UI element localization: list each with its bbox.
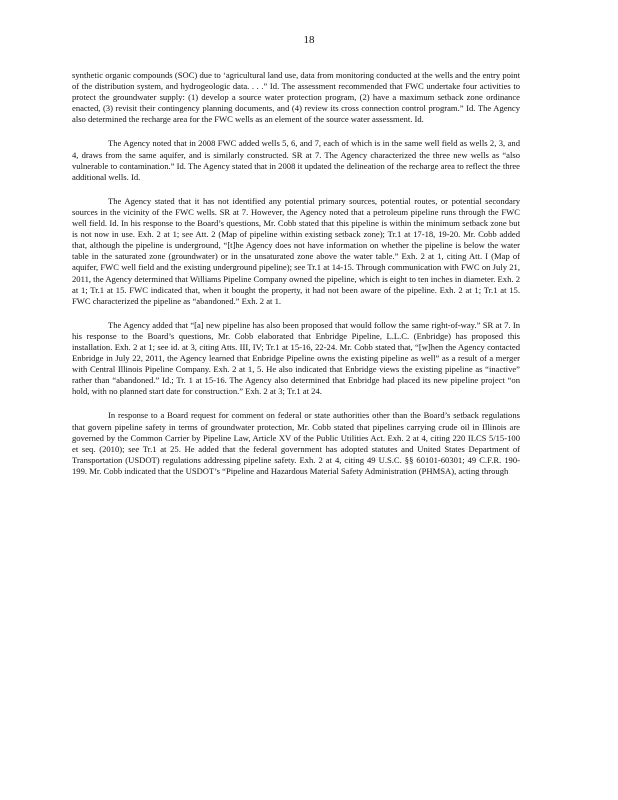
paragraph-2: The Agency noted that in 2008 FWC added wells 5, 6, and 7, each of which is in the same well field as wells 2, 3, and 4, draws from the same aquifer, and is similarly constructed. SR at 7. The Agency characterized the three new wells as “also vulnerable to contamination.” Id. The Agency stated that in 2008 it updated the delineation of the recharge area to reflect the three additional wells. Id.	[72, 138, 520, 182]
page-number: 18	[303, 34, 315, 46]
paragraph-5: In response to a Board request for comment on federal or state authorities other than the Board’s setback regulations that govern pipeline safety in terms of groundwater protection, Mr. Cobb stated that pipelines carrying crude oil in Illinois are governed by the Common Carrier by Pipeline Law, Article XV of the Public Utilities Act. Exh. 2 at 4, citing 220 ILCS 5/15-100 et seq. (2010); see Tr.1 at 25. He added that the federal government has adopted statutes and United States Department of Transportation (USDOT) regulations addressing pipeline safety. Exh. 2 at 4, citing 49 U.S.C. §§ 60101-60301; 49 C.F.R. 190-199. Mr. Cobb indicated that the USDOT’s “Pipeline and Hazardous Material Safety Administration (PHMSA), acting through	[72, 410, 520, 476]
paragraph-1: synthetic organic compounds (SOC) due to ‘agricultural land use, data from monitoring conducted at the wells and the entry point of the distribution system, and hydrogeologic data. . . .” Id. The assessment recommended that FWC undertake four activities to protect the groundwater supply: (1) develop a source water protection program, (2) have a maximum setback zone ordinance enacted, (3) revisit their contingency planning documents, and (4) review its cross connection control program.” Id. The Agency also determined the recharge area for the FWC wells as an element of the source water assessment. Id.	[72, 70, 520, 125]
document-body	[72, 70, 520, 490]
paragraph-3: The Agency stated that it has not identified any potential primary sources, potential routes, or potential secondary sources in the vicinity of the FWC wells. SR at 7. However, the Agency noted that a petroleum pipeline runs through the FWC well field. Id. In his response to the Board’s questions, Mr. Cobb stated that this pipeline is within the minimum setback zone but is not now in use. Exh. 2 at 1; see Att. 2 (Map of pipeline within existing setback zone); Tr.1 at 17-18, 19-20. Mr. Cobb added that, although the pipeline is underground, “[t]he Agency does not have information on whether the pipeline is below the water table in the saturated zone (groundwater) or in the unsaturated zone above the water table.” Exh. 2 at 1, citing Att. I (Map of aquifer, FWC well field and the existing underground pipeline); see Tr.1 at 14-15. Through communication with FWC on July 21, 2011, the Agency determined that Williams Pipeline Company owned the pipeline, which is eight to ten inches in diameter. Exh. 2 at 1; Tr.1 at 15. FWC indicated that, when it bought the property, it had not been aware of the pipeline. Exh. 2 at 1; Tr.1 at 15. FWC characterized the pipeline as “abandoned.” Exh. 2 at 1.	[72, 195, 520, 306]
paragraph-4: The Agency added that “[a] new pipeline has also been proposed that would follow the same right-of-way.” SR at 7. In his response to the Board’s questions, Mr. Cobb elaborated that Enbridge Pipeline, L.L.C. (Enbridge) has proposed this installation. Exh. 2 at 1; see id. at 3, citing Atts. III, IV; Tr.1 at 15-16, 22-24. Mr. Cobb stated that, “[w]hen the Agency contacted Enbridge in July 22, 2011, the Agency learned that Enbridge Pipeline owns the existing pipeline as well” as a result of a merger with Central Illinois Pipeline Company. Exh. 2 at 1, 5. He also indicated that Enbridge views the existing pipeline as “inactive” rather than “abandoned.” Id.; Tr. 1 at 15-16. The Agency also determined that Enbridge had placed its new pipeline project “on hold, with no planned start date for construction.” Exh. 2 at 3; Tr.1 at 24.	[72, 319, 520, 397]
